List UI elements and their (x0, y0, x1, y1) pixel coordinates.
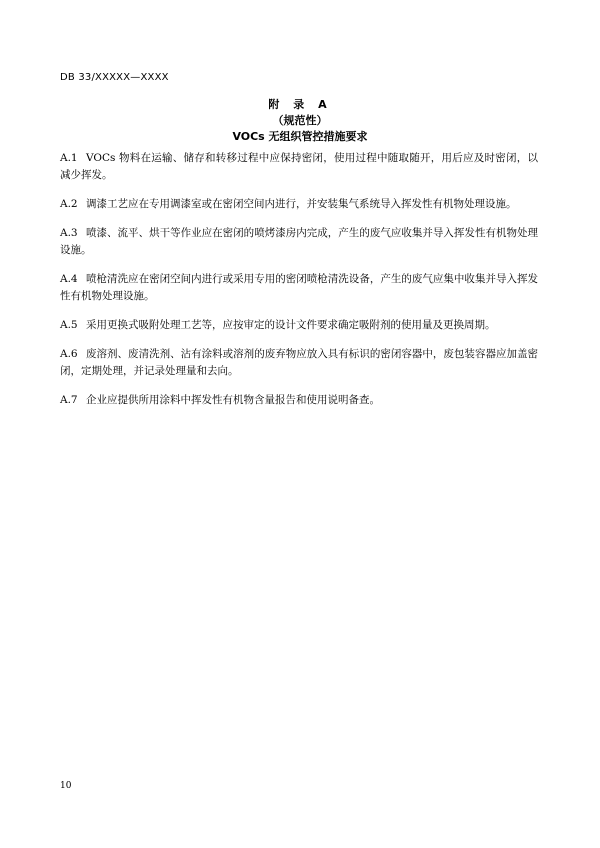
clause-number: A.6 (60, 348, 78, 360)
clause-a6 (60, 346, 538, 380)
clause-text: 企业应提供所用涂料中挥发性有机物含量报告和使用说明备查。 (86, 394, 380, 406)
clause-text: 废溶剂、废清洗剂、沾有涂料或溶剂的废弃物应放入具有标识的密闭容器中，废包装容器应加盖密闭，定期处理，并记录处理量和去向。 (60, 348, 538, 377)
appendix-title: 附 录 A (268, 98, 332, 111)
clause-list (60, 150, 538, 421)
clause-a5 (60, 317, 538, 334)
clause-text: 采用更换式吸附处理工艺等，应按审定的设计文件要求确定吸附剂的使用量及更换周期。 (86, 319, 496, 331)
page-number: 10 (60, 781, 72, 791)
clause-text: 喷枪清洗应在密闭空间内进行或采用专用的密闭喷枪清洗设备，产生的废气应集中收集并导入挥发性有机物处理设施。 (60, 273, 538, 302)
clause-a3 (60, 225, 538, 259)
clause-text: VOCs 物料在运输、储存和转移过程中应保持密闭，使用过程中随取随开，用后应及时密闭，以减少挥发。 (60, 152, 538, 181)
clause-number: A.3 (60, 227, 78, 239)
clause-a1 (60, 150, 538, 184)
clause-number: A.1 (60, 152, 78, 164)
clause-number: A.7 (60, 394, 78, 406)
clause-number: A.4 (60, 273, 78, 285)
clause-a7 (60, 392, 538, 409)
clause-a4 (60, 271, 538, 305)
clause-text: 喷漆、流平、烘干等作业应在密闭的喷烤漆房内完成，产生的废气应收集并导入挥发性有机物处理设施。 (60, 227, 538, 256)
clause-text: 调漆工艺应在专用调漆室或在密闭空间内进行，并安装集气系统导入挥发性有机物处理设施。 (86, 198, 517, 210)
appendix-type: （规范性） (272, 114, 328, 127)
clause-number: A.5 (60, 319, 78, 331)
document-code: DB 33/XXXXX—XXXX (60, 72, 169, 83)
appendix-heading: VOCs 无组织管控措施要求 (232, 130, 368, 143)
clause-number: A.2 (60, 198, 78, 210)
clause-a2 (60, 196, 538, 213)
